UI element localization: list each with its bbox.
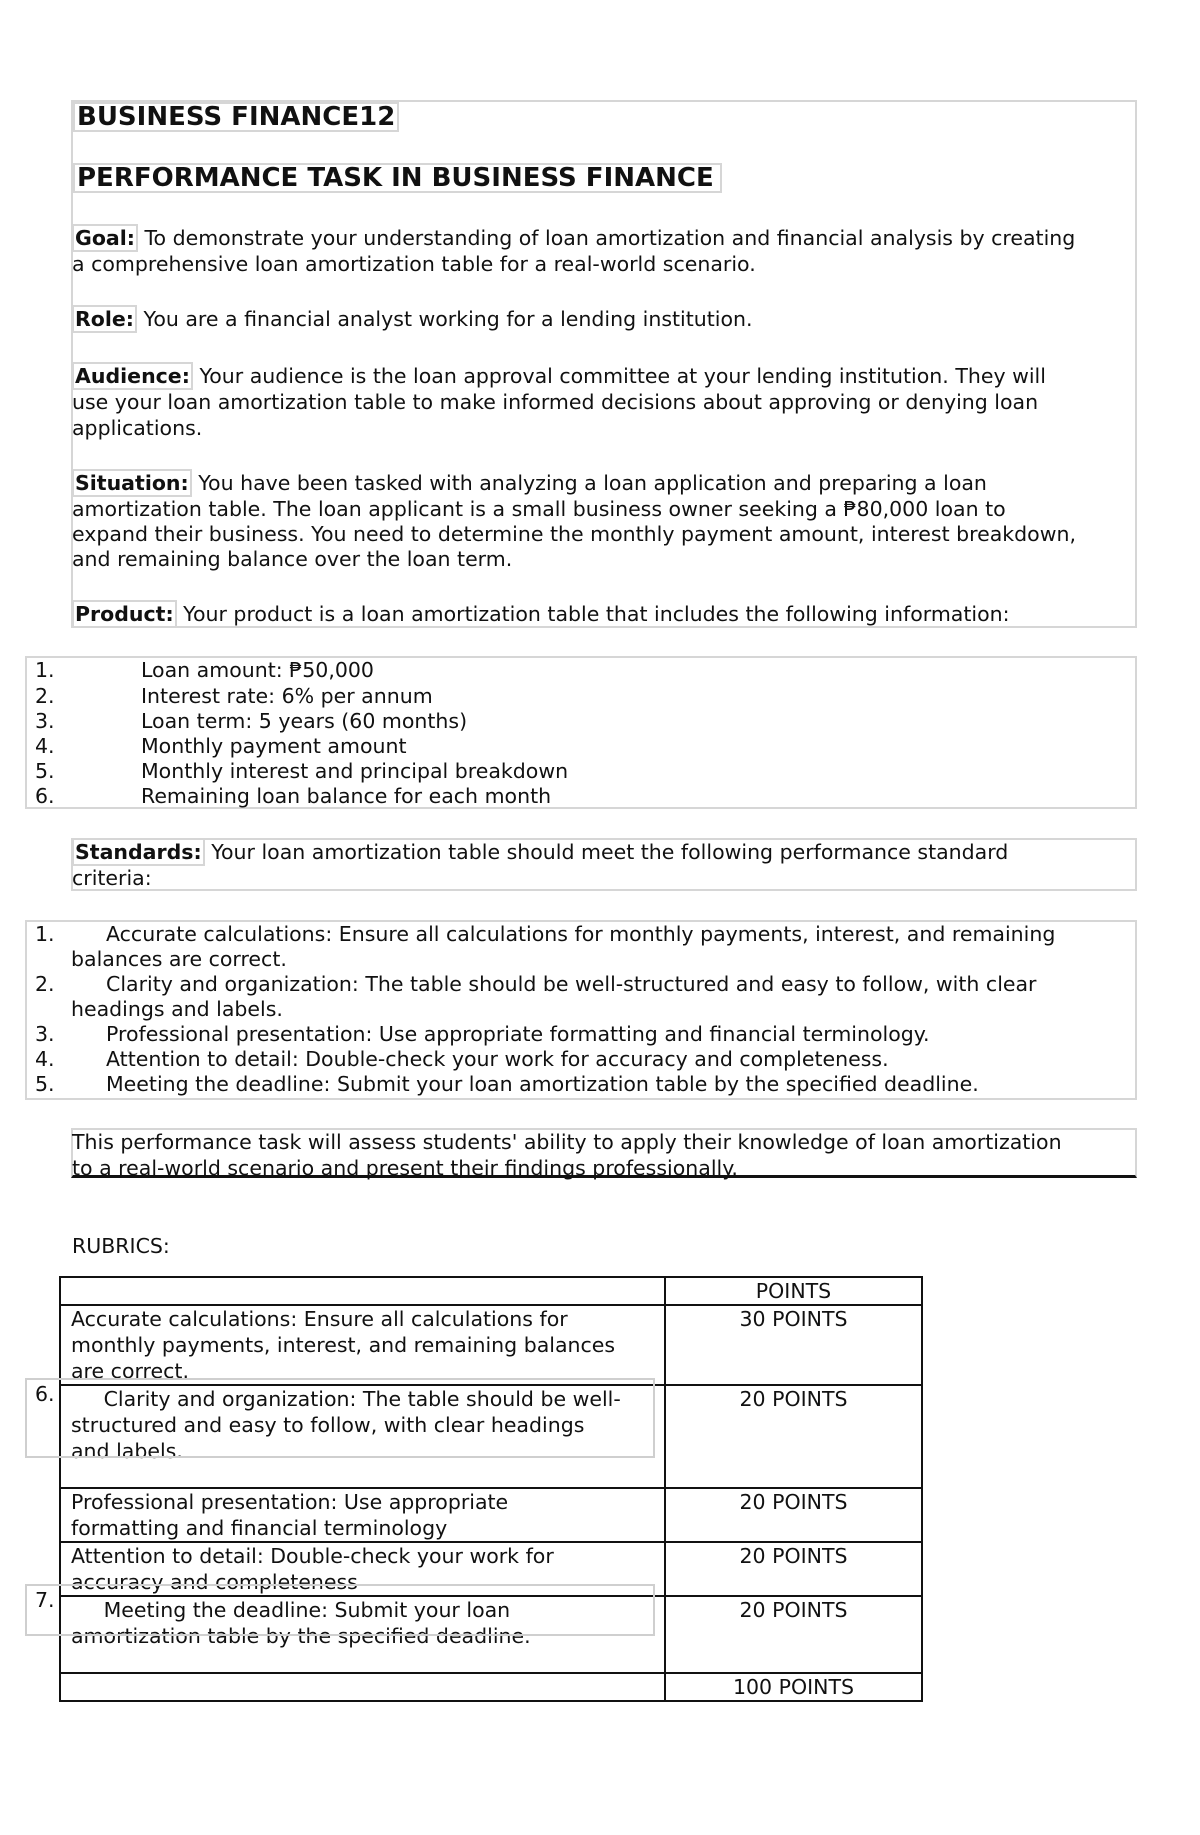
criteria-header-cell (60, 1277, 665, 1305)
task-title (73, 163, 722, 193)
product-line (72, 601, 1010, 627)
product-item-text: Monthly interest and principal breakdown (141, 759, 569, 783)
standard-item-num: 5. (35, 1072, 55, 1096)
criteria-line: Clarity and organization: The table should be well- (71, 1387, 621, 1411)
situation-line-4: and remaining balance over the loan term. (72, 547, 513, 571)
product-item-text: Monthly payment amount (141, 734, 407, 758)
total-points: 100 POINTS (665, 1673, 922, 1701)
standard-item-num: 4. (35, 1047, 55, 1071)
audience-label: Audience: (72, 362, 193, 390)
criteria-line: Attention to detail: Double-check your work for (71, 1544, 554, 1568)
criteria-line: and labels. (71, 1439, 183, 1463)
standards-text: Your loan amortization table should meet the following performance standard (204, 840, 1009, 864)
points-cell: 20 POINTS (665, 1385, 922, 1488)
product-item-num: 1. (35, 658, 55, 682)
product-item-num: 6. (35, 784, 55, 808)
summary-line-1: This performance task will assess students' ability to apply their knowledge of loan amortization (72, 1130, 1062, 1154)
criteria-line: amortization table by the specified deadline. (71, 1624, 531, 1648)
role-label: Role: (72, 305, 137, 333)
product-item-num: 5. (35, 759, 55, 783)
product-item-text: Remaining loan balance for each month (141, 784, 552, 808)
situation-line-1 (72, 470, 987, 496)
criteria-line: Professional presentation: Use appropriate (71, 1490, 509, 1514)
rubric-row (60, 1305, 922, 1385)
goal-label: Goal: (72, 224, 138, 252)
points-header: POINTS (665, 1277, 922, 1305)
situation-line-3: expand their business. You need to determine the monthly payment amount, interest breakdown, (72, 522, 1076, 546)
criteria-cell (60, 1488, 665, 1542)
product-text: Your product is a loan amortization table that includes the following information: (176, 602, 1010, 626)
rubric-number-frame-7 (25, 1584, 655, 1636)
product-item-text: Interest rate: 6% per annum (141, 684, 433, 708)
criteria-line: Accurate calculations: Ensure all calculations for (71, 1307, 568, 1331)
audience-line-3: applications. (72, 416, 203, 440)
standard-item-text: Accurate calculations: Ensure all calculations for monthly payments, interest, and remaining (106, 922, 1056, 946)
role-text: You are a financial analyst working for a lending institution. (137, 307, 753, 331)
product-label: Product: (72, 600, 177, 628)
standard-item-2-cont: headings and labels. (71, 997, 283, 1021)
course-title (73, 102, 399, 132)
situation-line-2: amortization table. The loan applicant is a small business owner seeking a ₱80,000 loan to (72, 497, 1006, 521)
rubric-total-row (60, 1673, 922, 1701)
rubrics-header-row (60, 1277, 922, 1305)
situation-text: You have been tasked with analyzing a loan application and preparing a loan (191, 471, 987, 495)
goal-text: To demonstrate your understanding of loan amortization and financial analysis by creating (137, 226, 1076, 250)
points-cell: 30 POINTS (665, 1305, 922, 1385)
summary-line-2: to a real-world scenario and present their findings professionally. (72, 1156, 738, 1180)
standard-item-text: Professional presentation: Use appropriate formatting and financial terminology. (106, 1022, 930, 1046)
standard-item-num: 2. (35, 972, 55, 996)
points-cell: 20 POINTS (665, 1542, 922, 1596)
rubrics-table (59, 1276, 923, 1702)
criteria-line: are correct. (71, 1359, 189, 1383)
rubric-row (60, 1488, 922, 1542)
standards-label: Standards: (72, 838, 205, 866)
standards-line-1 (72, 839, 1008, 865)
points-cell: 20 POINTS (665, 1596, 922, 1673)
goal-line-2: a comprehensive loan amortization table for a real-world scenario. (72, 252, 756, 276)
rubric-row-number: 6. (35, 1382, 55, 1406)
standard-item-text: Attention to detail: Double-check your work for accuracy and completeness. (106, 1047, 889, 1071)
rubric-row-number: 7. (35, 1588, 55, 1612)
points-cell: 20 POINTS (665, 1488, 922, 1542)
product-item-num: 2. (35, 684, 55, 708)
criteria-line: monthly payments, interest, and remaining balances (71, 1333, 616, 1357)
criteria-line: formatting and financial terminology (71, 1516, 448, 1540)
criteria-cell (60, 1305, 665, 1385)
product-item-num: 3. (35, 709, 55, 733)
course-title-text: BUSINESS FINANCE12 (77, 102, 396, 132)
criteria-line: structured and easy to follow, with clear headings (71, 1413, 585, 1437)
role-line (72, 306, 753, 332)
standard-item-num: 1. (35, 922, 55, 946)
goal-line-1 (72, 225, 1075, 251)
criteria-line: Meeting the deadline: Submit your loan (71, 1598, 511, 1622)
rubrics-title: RUBRICS: (72, 1234, 170, 1258)
standard-item-num: 3. (35, 1022, 55, 1046)
standard-item-1-cont: balances are correct. (71, 947, 287, 971)
criteria-line: accuracy and completeness (71, 1570, 358, 1594)
product-item-text: Loan amount: ₱50,000 (141, 658, 374, 682)
rubric-number-frame-6 (25, 1378, 655, 1458)
total-label-cell (60, 1673, 665, 1701)
task-title-text: PERFORMANCE TASK IN BUSINESS FINANCE (77, 163, 714, 193)
standard-item-text: Meeting the deadline: Submit your loan amortization table by the specified deadline. (106, 1072, 979, 1096)
audience-line-1 (72, 363, 1046, 389)
audience-line-2: use your loan amortization table to make informed decisions about approving or denying loan (72, 390, 1039, 414)
audience-text: Your audience is the loan approval committee at your lending institution. They will (192, 364, 1046, 388)
standards-line-2: criteria: (72, 866, 152, 890)
situation-label: Situation: (72, 469, 192, 497)
standard-item-text: Clarity and organization: The table should be well-structured and easy to follow, with clear (106, 972, 1037, 996)
product-item-text: Loan term: 5 years (60 months) (141, 709, 468, 733)
product-item-num: 4. (35, 734, 55, 758)
